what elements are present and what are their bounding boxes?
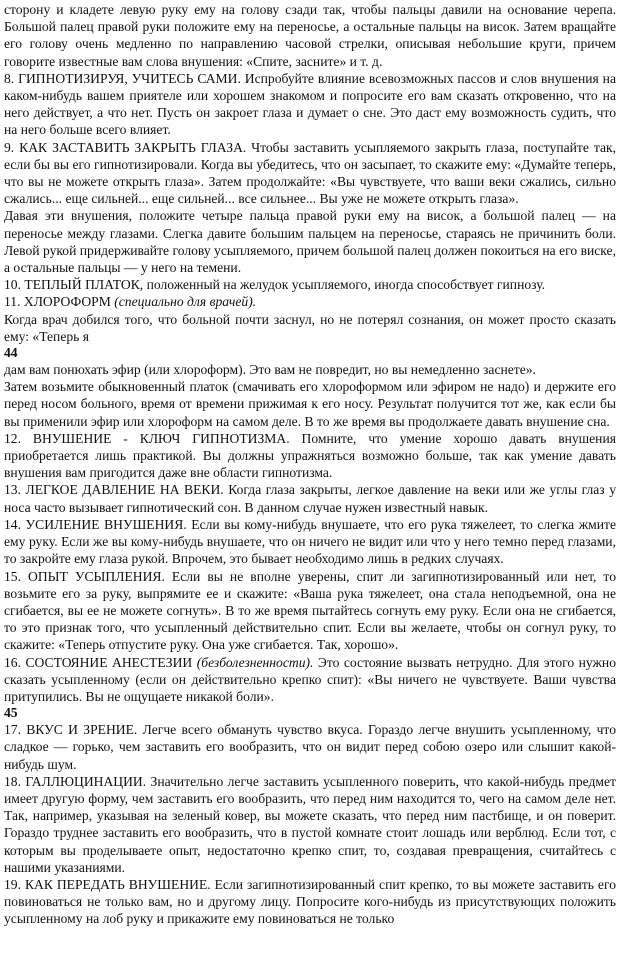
paragraph-text: дам вам понюхать эфир (или хлороформ). Это вам не повредит, но вы немедленно заснете». — [4, 362, 536, 378]
paragraph — [4, 378, 616, 430]
paragraph — [4, 773, 616, 876]
paragraph-text: 11. ХЛОРОФОРМ — [4, 294, 115, 310]
paragraph-text: 12. ВНУШЕНИЕ - КЛЮЧ ГИПНОТИЗМА. Помните, что умение хорошо давать внушения приобретается лишь практикой. Вы должны упражняться возможно больше, так как умение давать внушения вам пригодится даже вне области гипнотизма. — [4, 430, 616, 481]
paragraph — [4, 516, 616, 568]
paragraph — [4, 481, 616, 515]
paragraph — [4, 876, 616, 928]
paragraph-text: сторону и кладете левую руку ему на голову сзади так, чтобы пальцы давили на основание черепа. Большой палец правой руки положите ему на переносье, а остальные пальцы на висок. Затем вращайте его голову очень медленно по направлению часовой стрелки, описывая небольшие круги, причем говорите известные вам слова внушения: «Спите, засните» и т. д. — [4, 2, 616, 69]
paragraph-text: Затем возьмите обыкновенный платок (смачивать его хлороформом или эфиром не надо) и держите его перед носом больного, время от времени прижимая к его носу. Результат получится тот же, как если бы вы применили эфир или хлороформ на самом деле. В то же время вы продолжаете давать внушение сна. — [4, 379, 616, 429]
paragraph-text: 10. ТЕПЛЫЙ ПЛАТОК, положенный на желудок усыпляемого, иногда способствует гипнозу. — [4, 277, 546, 293]
paragraph — [4, 361, 616, 378]
paragraph-text-tail: Это состояние вызвать нетрудно. Для этого нужно сказать усыпленному (если он действительно крепко спит): «Вы ничего не чувствуете. Ваши чувства притупились. Вы не ощущаете никакой боли». — [4, 654, 617, 704]
paragraph-text: 45 — [4, 705, 18, 721]
paragraph-text: 17. ВКУС И ЗРЕНИЕ. Легче всего обмануть чувство вкуса. Гораздо легче внушить усыпленному, что сладкое — горько, чем заставить его вообразить, что он видит перед собою озеро или слышит какой-нибудь шум. — [4, 722, 616, 772]
page-number — [4, 705, 616, 721]
paragraph — [4, 1, 616, 70]
paragraph — [4, 311, 616, 345]
italic-note: (специально для врачей). — [114, 294, 257, 310]
paragraph — [4, 276, 616, 293]
paragraph — [4, 721, 616, 773]
page-number — [4, 345, 616, 361]
paragraph-text: Давая эти внушения, положите четыре пальца правой руки ему на висок, а большой палец — на переносье между глазами. Слегка давите большим пальцем на переносье, стараясь не причинить боли. Левой рукой придерживайте голову усыпляемого, причем большой палец должен покоиться на его виске, а остальные пальцы — у него на темени. — [4, 208, 616, 276]
paragraph — [4, 293, 616, 310]
paragraph-text: 44 — [4, 345, 18, 361]
paragraph-text: 15. ОПЫТ УСЫПЛЕНИЯ. Если вы не вполне уверены, спит ли загипнотизированный или нет, то возьмите его за руку, выпрямите ее и скажите: «Ваша рука тяжелеет, она стала неподъемной, она не сгибается, вы ее не можете согнуть». В то же время пытайтесь согнуть ему руку. Если она не сгибается, то это признак того, что усыпленный действительно спит. Если вы желаете, чтобы он согнул руку, то скажите: «Теперь отпустите руку. Она уже сгибается. Так, хорошо». — [4, 568, 616, 653]
paragraph-text: 8. ГИПНОТИЗИРУЯ, УЧИТЕСЬ САМИ. Испробуйте влияние всевозможных пассов и слов внушения на каком-нибудь вашем приятеле или хорошем знакомом и попросите его вам сказать откровенно, что на него действует, а что нет. Пусть он закроет глаза и думает о сне. Это даст ему возможность судить, что на него больше всего влияет. — [4, 70, 616, 138]
paragraph — [4, 139, 616, 208]
paragraph-text: 16. СОСТОЯНИЕ АНЕСТЕЗИИ — [4, 654, 197, 670]
paragraph — [4, 568, 616, 654]
paragraph — [4, 654, 616, 706]
paragraph-text: 9. КАК ЗАСТАВИТЬ ЗАКРЫТЬ ГЛАЗА. Чтобы заставить усыпляемого закрыть глаза, поступайте так, если бы вы его гипнотизировали. Когда вы убедитесь, что он засыпает, то скажите ему: «Думайте теперь, что вы не можете открыть глаза». Затем продолжайте: «Вы чувствуете, что ваши веки сжались, сильно сжались... еще сильней... еще сильней... все сильнее... Вы уже не можете открыть глаза». — [4, 139, 616, 207]
paragraph — [4, 430, 616, 482]
paragraph-text: 18. ГАЛЛЮЦИНАЦИИ. Значительно легче заставить усыпленного поверить, что какой-нибудь предмет имеет другую форму, чем заставить его вообразить, что перед ним находится то, чего на самом деле нет. Так, например, указывая на зеленый ковер, вы можете сказать, что перед ним пастбище, и он поверит. Гораздо труднее заставить его вообразить, что в пустой комнате стоит лошадь или верблюд. Если тот, с которым вы проделываете опыт, недостаточно крепко спит, то, создавая превращения, считайтесь с нашими указаниями. — [4, 773, 616, 875]
paragraph-text: 14. УСИЛЕНИЕ ВНУШЕНИЯ. Если вы кому-нибудь внушаете, что его рука тяжелеет, то слегка жмите ему руку. Если же вы кому-нибудь внушаете, что он ничего не видит или что у него темно перед глазами, то закройте ему глаза рукой. Впрочем, это бывает необходимо лишь в редких случаях. — [4, 516, 616, 567]
paragraph-text: Когда врач добился того, что больной почти заснул, но не потерял сознания, он может просто сказать ему: «Теперь я — [4, 311, 616, 344]
paragraph — [4, 207, 616, 276]
paragraph — [4, 70, 616, 139]
italic-note: (безболезненности). — [196, 654, 314, 670]
paragraph-text: 19. КАК ПЕРЕДАТЬ ВНУШЕНИЕ. Если загипнотизированный спит крепко, то вы можете заставить его повиноваться не только вам, но и другому лицу. Попросите кого-нибудь из присутствующих положить усыпленному на лоб руку и прикажите ему повиноваться не только — [4, 876, 616, 927]
paragraph-text: 13. ЛЕГКОЕ ДАВЛЕНИЕ НА ВЕКИ. Когда глаза закрыты, легкое давление на веки или же углы глаз у носа часто вызывает гипнотический сон. В данном случае нужен известный навык. — [4, 482, 616, 515]
